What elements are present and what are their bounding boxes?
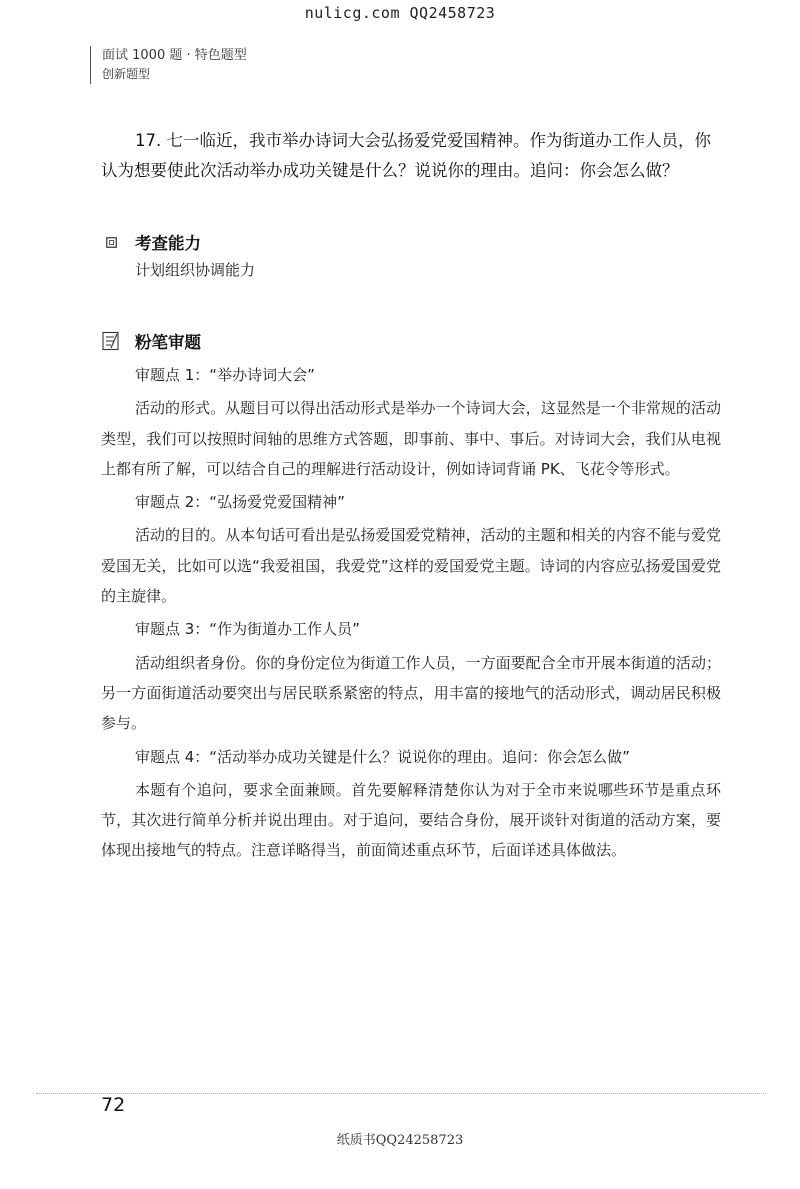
review-point-text: 活动的目的。从本句话可看出是弘扬爱国爱党精神，活动的主题和相关的内容不能与爱党爱国无关，比如可以选“我爱祖国，我爱党”这样的爱国爱党主题。诗词的内容应弘扬爱国爱党的主旋律。 <box>101 526 721 606</box>
review-point-text: 本题有个追问，要求全面兼顾。首先要解释清楚你认为对于全市来说哪些环节是重点环节，其次进行简单分析并说出理由。对于追问，要结合身份，展开谈针对街道的活动方案，要体现出接地气的特点。注意详略得当，前面简述重点环节，后面详述具体做法。 <box>101 780 721 860</box>
checkbox-icon <box>101 232 121 252</box>
review-point-text: 活动的形式。从题目可以得出活动形式是举办一个诗词大会，这显然是一个非常规的活动类型，我们可以按照时间轴的思维方式答题，即事前、事中、事后。对诗词大会，我们从电视上都有所了解，可以结合自己的理解进行活动设计，例如诗词背诵 PK、飞花令等形式。 <box>101 399 721 478</box>
review-title: 粉笔审题 <box>135 333 201 352</box>
running-head <box>90 46 247 84</box>
watermark-bottom: 纸质书QQ24258723 <box>336 1133 464 1148</box>
review-point-title: 审题点 3：“作为街道办工作人员” <box>135 620 360 639</box>
question-text: 17. 七一临近，我市举办诗词大会弘扬爱党爱国精神。作为街道办工作人员，你认为想要使此次活动举办成功关键是什么？说说你的理由。追问：你会怎么做？ <box>101 131 711 180</box>
ability-title: 考查能力 <box>135 234 201 253</box>
running-head-title: 面试 1000 题 · 特色题型 <box>102 48 247 63</box>
review-point-title: 审题点 4：“活动举办成功关键是什么？说说你的理由。追问：你会怎么做” <box>135 747 630 766</box>
review-point-title: 审题点 1：“举办诗词大会” <box>135 366 315 384</box>
review-section <box>101 327 721 355</box>
ability-text: 计划组织协调能力 <box>135 261 256 279</box>
watermark-top: nulicg.com QQ2458723 <box>304 4 496 22</box>
review-point-text: 活动组织者身份。你的身份定位为街道工作人员，一方面要配合全市开展本街道的活动；另一方面街道活动要突出与居民联系紧密的特点，用丰富的接地气的活动形式，调动居民积极参与。 <box>101 653 721 733</box>
review-heading <box>101 327 721 355</box>
page-number: 72 <box>101 1094 126 1116</box>
ability-section <box>101 228 721 284</box>
footer-divider <box>36 1093 766 1094</box>
review-point-title: 审题点 2：“弘扬爱党爱国精神” <box>135 493 345 512</box>
ability-heading <box>101 228 721 256</box>
running-head-subtitle: 创新题型 <box>102 67 151 81</box>
pen-note-icon <box>101 331 121 351</box>
review-body <box>101 358 721 869</box>
